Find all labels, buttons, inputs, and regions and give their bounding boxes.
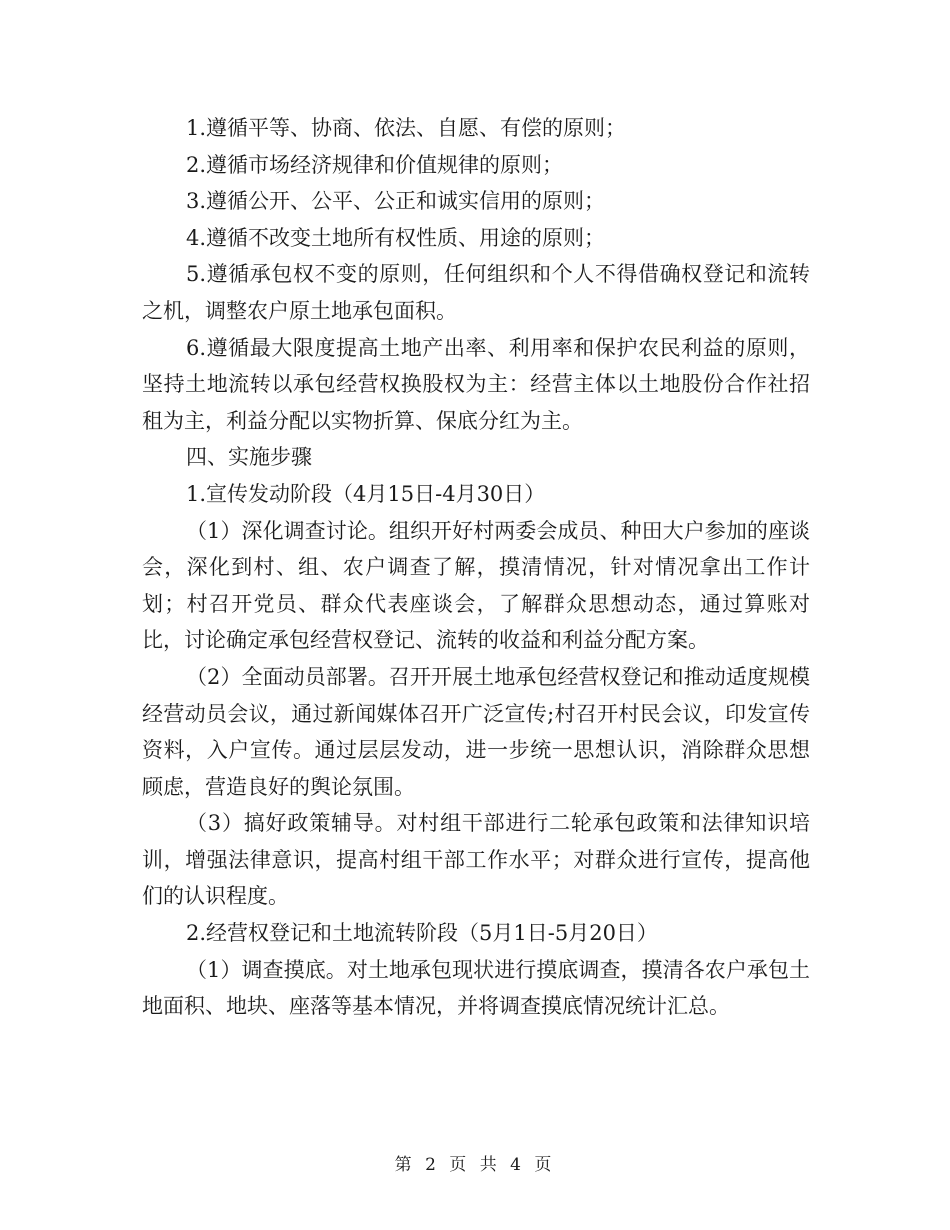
stage-1-step-1: （1）深化调查讨论。组织开好村两委会成员、种田大户参加的座谈会，深化到村、组、农户调查了解，摸清情况，针对情况拿出工作计划；村召开党员、群众代表座谈会，了解群众思想动态，通过算账对比，讨论确定承包经营权登记、流转的收益和利益分配方案。: [142, 518, 810, 653]
principle-item-2: 2.遵循市场经济规律和价值规律的原则；: [186, 152, 564, 177]
page-number: 第 2 页 共 4 页: [394, 1155, 556, 1175]
principle-item-3: 3.遵循公开、公平、公正和诚实信用的原则；: [186, 189, 606, 214]
principle-item-6: 6.遵循最大限度提高土地产出率、利用率和保护农民利益的原则，坚持土地流转以承包经营权换股权为主：经营主体以土地股份合作社招租为主，利益分配以实物折算、保底分红为主。: [142, 335, 810, 433]
section-heading-implementation: 四、实施步骤: [186, 445, 312, 470]
stage-1-step-2: （2）全面动员部署。召开开展土地承包经营权登记和推动适度规模经营动员会议，通过新闻媒体召开广泛宣传;村召开村民会议，印发宣传资料，入户宣传。通过层层发动，进一步统一思想认识，消除群众思想顾虑，营造良好的舆论氛围。: [142, 664, 810, 799]
stage-1-step-3: （3）搞好政策辅导。对村组干部进行二轮承包政策和法律知识培训，增强法律意识，提高村组干部工作水平；对群众进行宣传，提高他们的认识程度。: [142, 811, 810, 909]
principle-item-5: 5.遵循承包权不变的原则，任何组织和个人不得借确权登记和流转之机，调整农户原土地承包面积。: [142, 262, 810, 323]
principle-item-4: 4.遵循不改变土地所有权性质、用途的原则；: [186, 225, 606, 250]
document-body: [142, 110, 810, 1025]
stage-2-heading: 2.经营权登记和土地流转阶段（5月1日-5月20日）: [186, 921, 658, 946]
stage-2-step-1: （1）调查摸底。对土地承包现状进行摸底调查，摸清各农户承包土地面积、地块、座落等基本情况，并将调查摸底情况统计汇总。: [142, 957, 810, 1019]
principle-item-1: 1.遵循平等、协商、依法、自愿、有偿的原则；: [186, 116, 627, 140]
stage-1-heading: 1.宣传发动阶段（4月15日-4月30日）: [186, 481, 546, 506]
